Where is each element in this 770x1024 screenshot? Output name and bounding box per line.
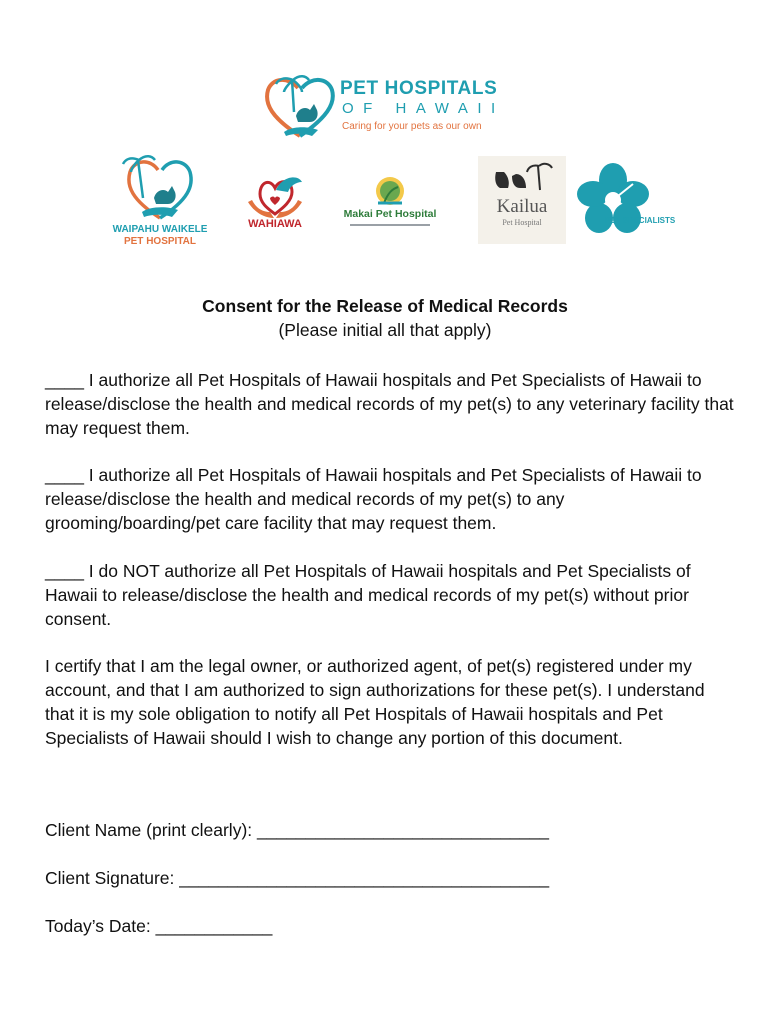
client-name-field[interactable]: Client Name (print clearly): ______________________________ — [45, 820, 549, 840]
makai-tagline-line — [350, 223, 430, 227]
heart-palm-logo-icon — [262, 70, 340, 140]
consent-option-grooming: ____ I authorize all Pet Hospitals of Hawaii hospitals and Pet Specialists of Hawaii to release/disclose the health and medical records of my pet(s) to any grooming/boarding/pet care facility that may request them. — [45, 465, 702, 533]
ownership-certification: I certify that I am the legal owner, or authorized agent, of pet(s) registered under my account, and that I am authorized to sign authorizations for these pet(s). I understand that it is my sole obligation to notify all Pet Hospitals of Hawaii hospitals and Pet Specialists of Hawaii should I wish to change any portion of this document. — [45, 656, 705, 748]
wahiawa-name: WAHIAWA — [248, 218, 302, 230]
waipahu-name-line1: WAIPAHU WAIKELE — [112, 224, 208, 235]
document-subtitle: (Please initial all that apply) — [278, 320, 492, 340]
brand-tagline: Caring for your pets as our own — [342, 121, 482, 132]
heart-hands-icon — [240, 168, 310, 220]
pet-hospitals-of-hawaii-logo — [262, 70, 505, 140]
brand-subtitle: OF HAWAII — [342, 100, 505, 117]
consent-option-veterinary: ____ I authorize all Pet Hospitals of Hawaii hospitals and Pet Specialists of Hawaii to release/disclose the health and medical records of my pet(s) to any veterinary facility that may request them. — [45, 370, 734, 438]
waipahu-waikele-logo — [110, 150, 210, 250]
wahiawa-logo — [240, 168, 310, 238]
pet-specialists-name: PET SPECIALISTS — [605, 216, 676, 225]
consent-option-no-authorization: ____ I do NOT authorize all Pet Hospitals of Hawaii hospitals and Pet Specialists of Hawaii to release/disclose the health and medical records of my pet(s) without prior consent. — [45, 561, 691, 629]
brand-title: PET HOSPITALS — [340, 78, 498, 99]
todays-date-field[interactable]: Today’s Date: ____________ — [45, 916, 273, 936]
pet-specialists-logo — [575, 162, 675, 242]
kailua-name: Kailua — [496, 196, 548, 217]
document-title: Consent for the Release of Medical Records — [202, 296, 568, 316]
heart-palm-icon — [110, 150, 210, 222]
sun-palm-icon — [370, 175, 410, 207]
hibiscus-flower-icon — [575, 162, 651, 238]
client-signature-field[interactable]: Client Signature: ______________________________________ — [45, 868, 550, 888]
kailua-subtitle: Pet Hospital — [502, 218, 542, 227]
makai-pet-hospital-logo — [342, 175, 438, 235]
kailua-pet-hospital-logo — [478, 156, 566, 244]
waipahu-name-line2: PET HOSPITAL — [123, 236, 197, 247]
makai-name: Makai Pet Hospital — [343, 208, 437, 220]
